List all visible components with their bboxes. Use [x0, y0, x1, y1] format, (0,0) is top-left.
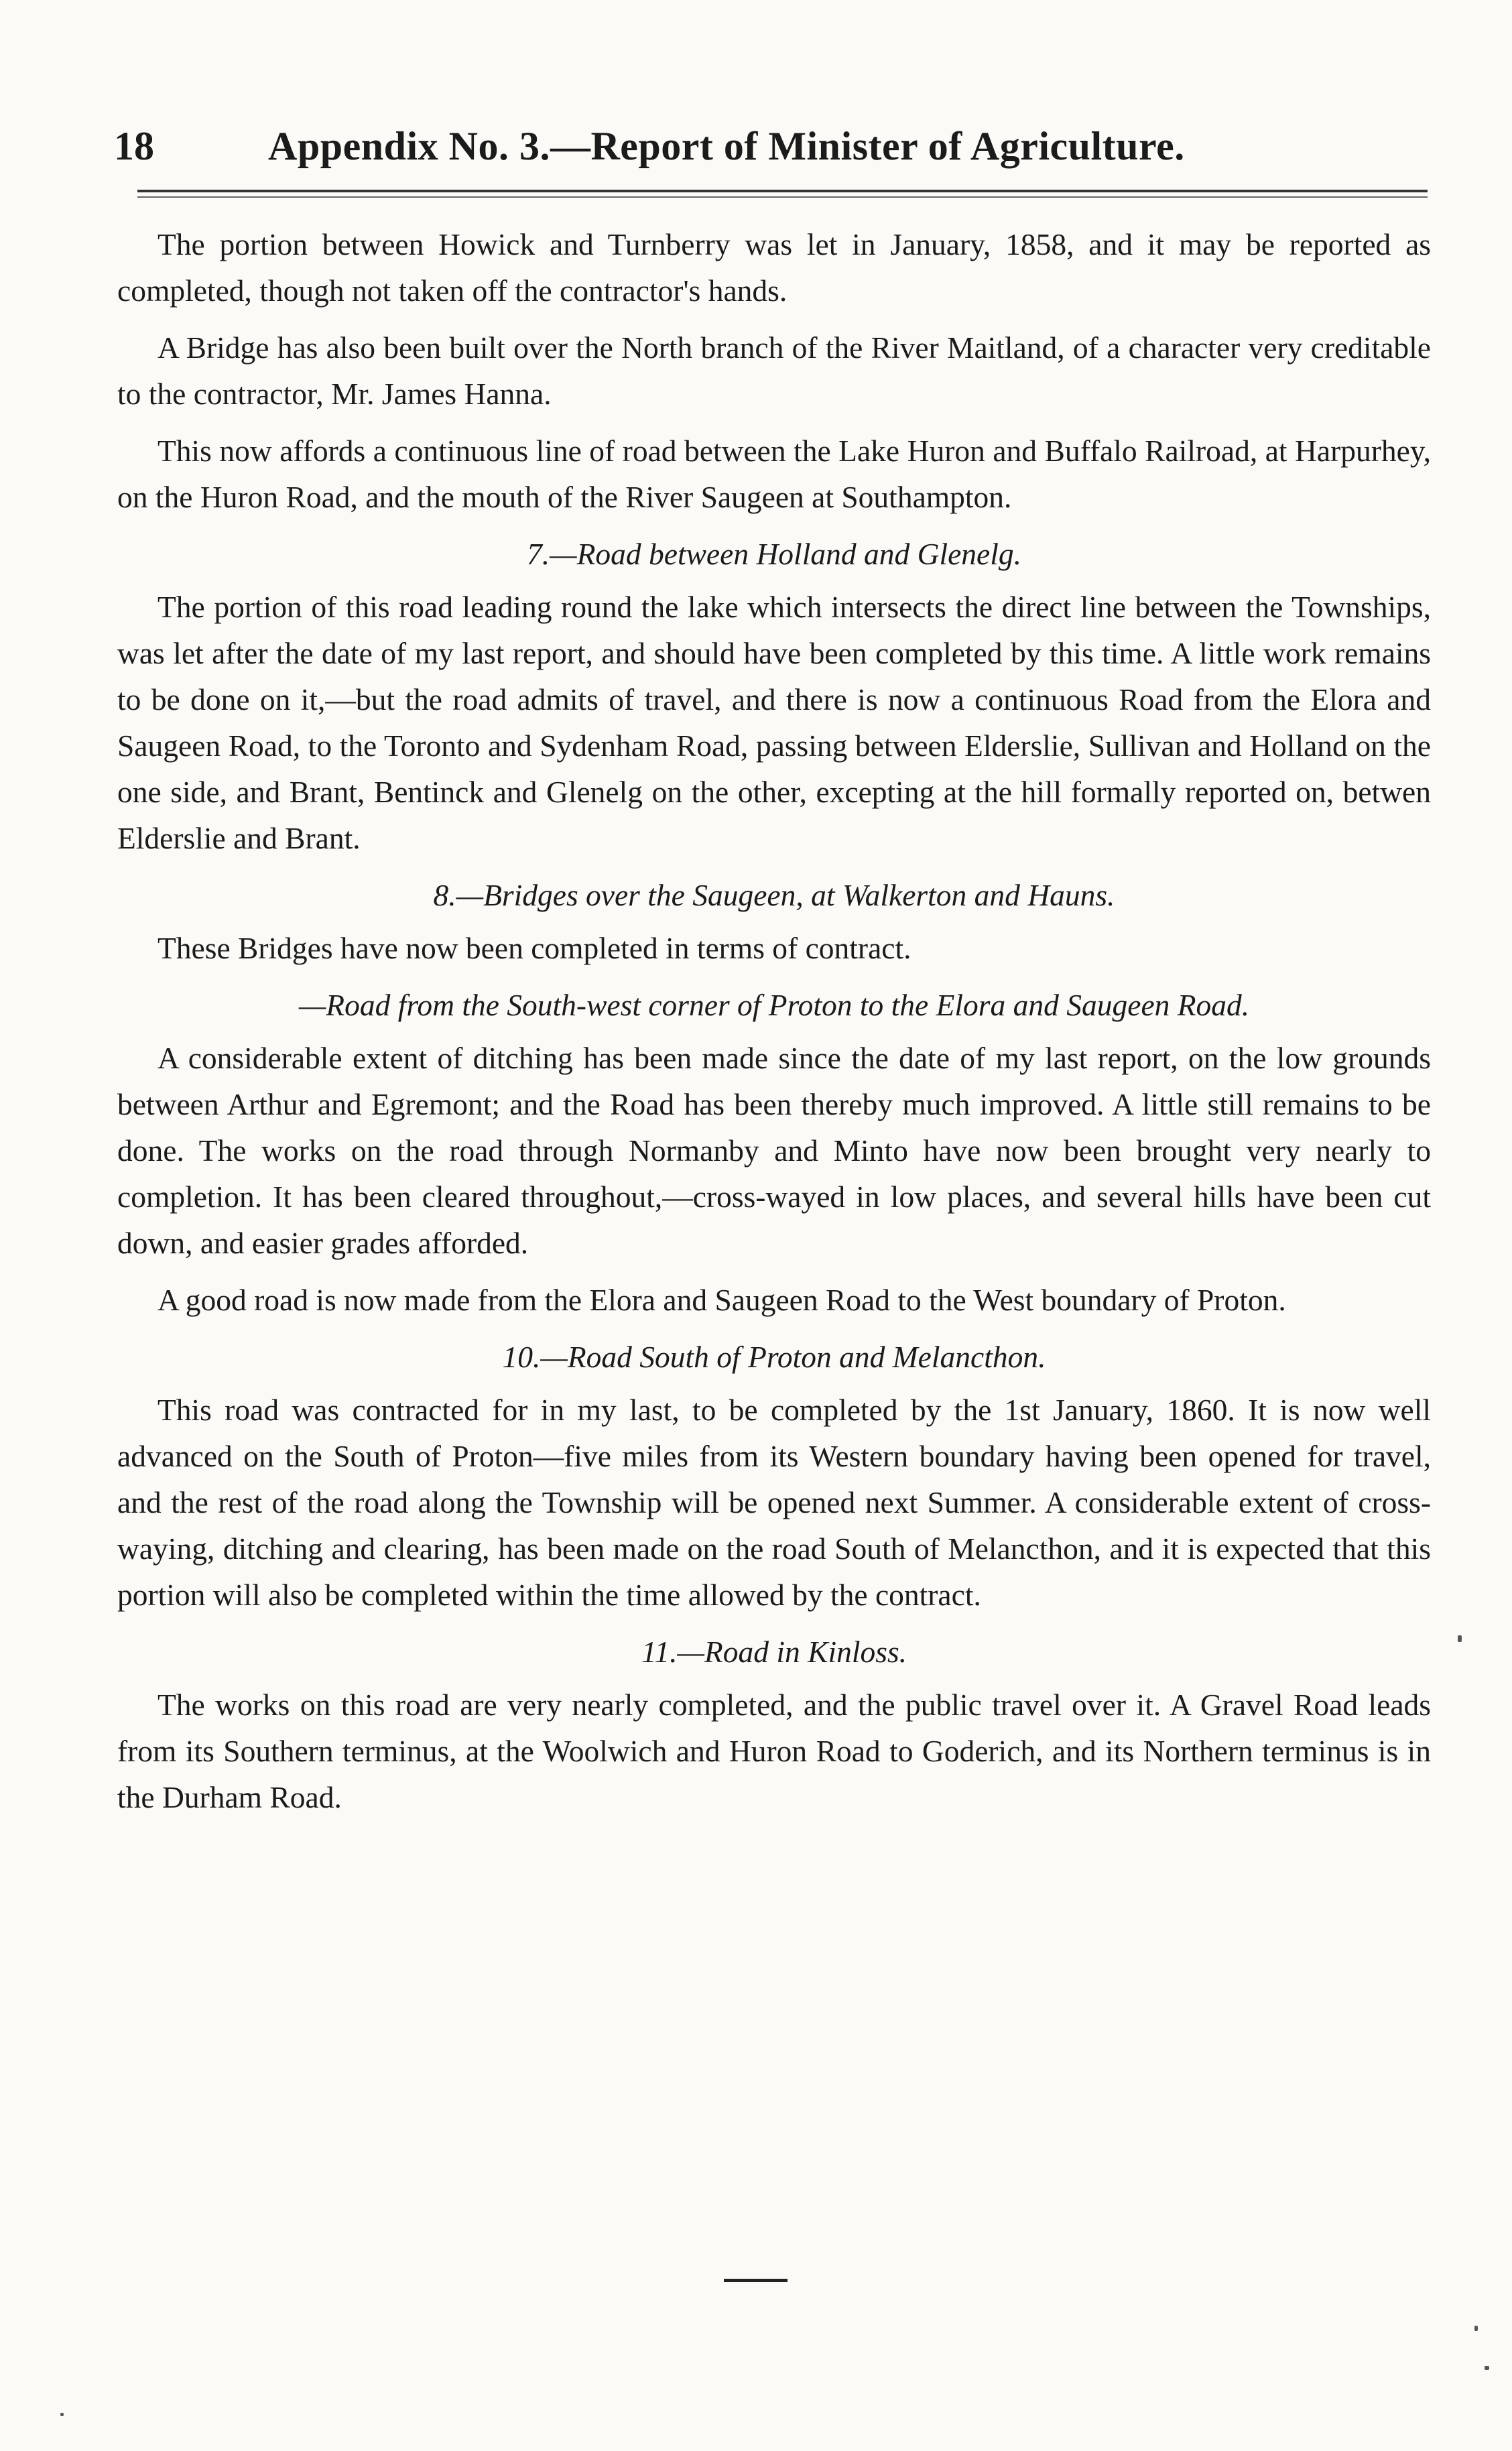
body-text: [117, 221, 1431, 1831]
print-speck: [1485, 2366, 1489, 2370]
paragraph: The portion between Howick and Turnberry was let in January, 1858, and it may be reported as completed, though not taken off the contractor's hands.: [117, 227, 1431, 308]
section-heading-10: 10.—Road South of Proton and Melancthon.: [502, 1340, 1046, 1374]
header-rule: [137, 190, 1428, 192]
paragraph: The portion of this road leading round the lake which intersects the direct line between the Townships, was let after the date of my last report, and should have been completed by this time. A little work remains to be done on it,—but the road admits of travel, and there is now a continuous Road from the Elora and Saugeen Road, to the Toronto and Sydenham Road, passing between Elderslie, Sullivan and Holland on the one side, and Brant, Bentinck and Glenelg on the other, excepting at the hill formally reported on, betwen Elderslie and Brant.: [117, 590, 1431, 855]
page-number: 18: [114, 124, 154, 168]
paragraph: These Bridges have now been completed in terms of contract.: [158, 931, 911, 965]
print-speck: [1474, 2326, 1478, 2331]
section-heading-8: 8.—Bridges over the Saugeen, at Walkerton and Hauns.: [433, 878, 1115, 912]
paragraph: A good road is now made from the Elora and Saugeen Road to the West boundary of Proton.: [158, 1283, 1286, 1317]
paragraph: A Bridge has also been built over the North branch of the River Maitland, of a character very creditable to the contractor, Mr. James Hanna.: [117, 330, 1431, 411]
paragraph: A considerable extent of ditching has been made since the date of my last report, on the low grounds between Arthur and Egremont; and the Road has been thereby much improved. A little still remains to be done. The works on the road through Normanby and Minto have now been brought very nearly to completion. It has been cleared throughout,—cross-wayed in low places, and several hills have been cut down, and easier grades afforded.: [117, 1041, 1431, 1260]
paragraph: This now affords a continuous line of road between the Lake Huron and Buffalo Railroad, at Harpurhey, on the Huron Road, and the mouth of the River Saugeen at Southampton.: [117, 434, 1431, 514]
paragraph: This road was contracted for in my last, to be completed by the 1st January, 1860. It is now well advanced on the South of Proton—five miles from its Western boundary having been opened for travel, and the rest of the road along the Township will be opened next Summer. A considerable extent of cross-waying, ditching and clearing, has been made on the road South of Melancthon, and it is expected that this portion will also be completed within the time allowed by the contract.: [117, 1393, 1431, 1612]
section-heading-9: —Road from the South-west corner of Proton to the Elora and Saugeen Road.: [298, 988, 1250, 1022]
end-rule: [724, 2279, 788, 2282]
paragraph: The works on this road are very nearly completed, and the public travel over it. A Gravel Road leads from its Southern terminus, at the Woolwich and Huron Road to Goderich, and its Northern terminus is in the Durham Road.: [117, 1688, 1431, 1814]
print-speck: [1458, 1635, 1462, 1642]
running-title: Appendix No. 3.—Report of Minister of Agriculture.: [268, 124, 1185, 168]
page-header: [114, 113, 1354, 180]
print-speck: [60, 2413, 64, 2416]
section-heading-7: 7.—Road between Holland and Glenelg.: [527, 537, 1021, 571]
section-heading-11: 11.—Road in Kinloss.: [641, 1635, 907, 1669]
header-rule-thin: [137, 196, 1428, 198]
